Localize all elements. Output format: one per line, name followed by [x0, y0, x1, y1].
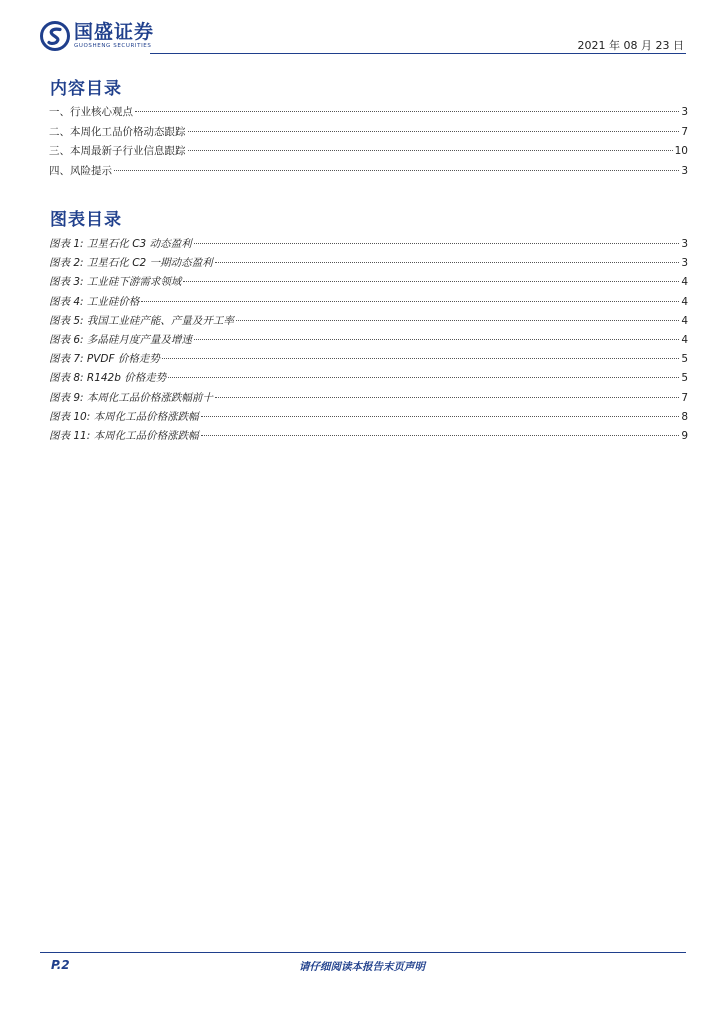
- figure-entry[interactable]: [49, 390, 688, 409]
- figure-entry-page: 3: [681, 257, 688, 270]
- toc-entry-label: 四、风险提示: [49, 164, 112, 177]
- dot-leader: [215, 397, 679, 398]
- figure-entry-label: 图表 4: 工业硅价格: [49, 295, 140, 308]
- figures-title: 图表目录: [50, 210, 122, 230]
- toc-entry-label: 二、本周化工品价格动态跟踪: [49, 125, 186, 138]
- page-header: [40, 18, 686, 58]
- figure-entry-page: 4: [681, 314, 688, 327]
- dot-leader: [135, 111, 679, 112]
- figure-entry-page: 5: [681, 372, 688, 385]
- toc-entry[interactable]: [49, 124, 688, 144]
- figure-entry-page: 4: [681, 295, 688, 308]
- dot-leader: [215, 262, 680, 263]
- toc-entry-label: 三、本周最新子行业信息跟踪: [49, 145, 186, 157]
- header-divider: [150, 53, 686, 54]
- figure-entry-label: 图表 3: 工业硅下游需求领域: [49, 276, 182, 289]
- figure-entry[interactable]: [49, 313, 688, 332]
- figure-entry-label: 图表 1: 卫星石化 C3 动态盈利: [49, 238, 192, 250]
- contents-list: [49, 104, 688, 182]
- contents-title: 内容目录: [50, 79, 122, 99]
- figure-entry[interactable]: [49, 236, 688, 255]
- figure-entry[interactable]: [49, 351, 688, 370]
- figure-entry[interactable]: [49, 370, 688, 389]
- figure-entry[interactable]: [49, 255, 688, 274]
- dot-leader: [188, 131, 680, 132]
- figure-entry-page: 5: [681, 353, 688, 366]
- figure-entry-page: 4: [681, 276, 688, 289]
- dot-leader: [188, 150, 673, 151]
- figure-entry-label: 图表 2: 卫星石化 C2 一期动态盈利: [49, 257, 213, 270]
- dot-leader: [201, 435, 680, 436]
- footer-divider: [40, 952, 686, 953]
- dot-leader: [162, 358, 679, 359]
- figures-list: [49, 236, 688, 447]
- toc-entry-page: 3: [681, 106, 688, 118]
- page-number: P.2: [51, 958, 70, 972]
- dot-leader: [141, 301, 679, 302]
- toc-entry-page: 3: [681, 164, 688, 177]
- toc-entry-label: 一、行业核心观点: [49, 106, 133, 118]
- figure-entry-label: 图表 5: 我国工业硅产能、产量及开工率: [49, 314, 234, 327]
- toc-entry[interactable]: [49, 143, 688, 163]
- toc-entry[interactable]: [49, 104, 688, 124]
- dot-leader: [236, 320, 679, 321]
- figure-entry-label: 图表 6: 多晶硅月度产量及增速: [49, 333, 192, 346]
- dot-leader: [194, 243, 680, 244]
- figure-entry-label: 图表 10: 本周化工品价格涨跌幅: [49, 410, 199, 423]
- dot-leader: [114, 170, 679, 171]
- disclaimer-note: 请仔细阅读本报告末页声明: [299, 961, 425, 973]
- report-date: 2021 年 08 月 23 日: [577, 39, 684, 52]
- figure-entry-label: 图表 9: 本周化工品价格涨跌幅前十: [49, 391, 213, 404]
- dot-leader: [194, 339, 679, 340]
- logo-chinese-name: 国盛证券: [74, 20, 155, 43]
- figure-entry-label: 图表 11: 本周化工品价格涨跌幅: [49, 429, 199, 442]
- figure-entry[interactable]: [49, 332, 688, 351]
- dot-leader: [201, 416, 680, 417]
- figure-entry-label: 图表 8: R142b 价格走势: [49, 372, 167, 385]
- figure-entry[interactable]: [49, 274, 688, 293]
- figure-entry-page: 8: [681, 410, 688, 423]
- figure-entry[interactable]: [49, 294, 688, 313]
- toc-entry-page: 10: [674, 145, 688, 157]
- figure-entry-page: 7: [681, 391, 688, 404]
- guosheng-logo-icon: [40, 21, 70, 51]
- figure-entry-label: 图表 7: PVDF 价格走势: [49, 353, 160, 366]
- figure-entry[interactable]: [49, 409, 688, 428]
- figure-entry-page: 4: [681, 333, 688, 346]
- toc-entry-page: 7: [681, 125, 688, 138]
- toc-entry[interactable]: [49, 163, 688, 183]
- dot-leader: [168, 377, 679, 378]
- figure-entry-page: 3: [681, 238, 688, 250]
- brand-logo: [40, 21, 154, 51]
- dot-leader: [183, 281, 679, 282]
- figure-entry[interactable]: [49, 428, 688, 447]
- logo-english-name: GUOSHENG SECURITIES: [74, 42, 152, 49]
- figure-entry-page: 9: [681, 429, 688, 442]
